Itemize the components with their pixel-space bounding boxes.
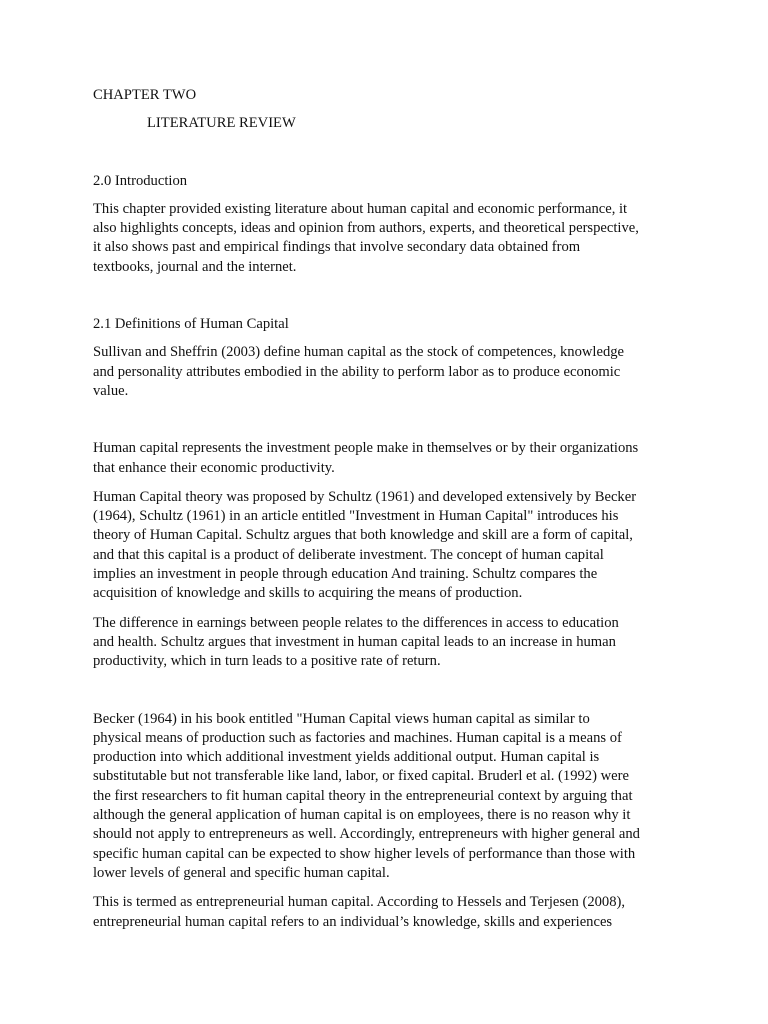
- paragraph-line: theory of Human Capital. Schultz argues that both knowledge and skill are a form of capital,: [93, 527, 633, 544]
- intro-heading: 2.0 Introduction: [93, 172, 188, 189]
- paragraph-line: Human Capital theory was proposed by Schultz (1961) and developed extensively by Becker: [93, 488, 637, 505]
- paragraph-line: also highlights concepts, ideas and opinion from authors, experts, and theoretical perspective,: [93, 220, 639, 237]
- paragraph-line: This is termed as entrepreneurial human capital. According to Hessels and Terjesen (2008),: [93, 894, 626, 911]
- entrepreneurial-paragraph: [93, 893, 675, 932]
- paragraph-line: physical means of production such as factories and machines. Human capital is a means of: [93, 729, 622, 746]
- paragraph-line: value.: [93, 382, 129, 399]
- paragraph-line: This chapter provided existing literature about human capital and economic performance, it: [93, 200, 628, 217]
- intro-paragraph: [93, 200, 675, 277]
- paragraph-line: lower levels of general and specific human capital.: [93, 864, 390, 881]
- paragraph-line: implies an investment in people through education And training. Schultz compares the: [93, 566, 598, 583]
- chapter-subtitle: LITERATURE REVIEW: [147, 115, 296, 132]
- paragraph-line: and that this capital is a product of deliberate investment. The concept of human capital: [93, 546, 604, 563]
- chapter-title: CHAPTER TWO: [93, 87, 197, 103]
- becker-paragraph: [93, 710, 675, 884]
- paragraph-line: entrepreneurial human capital refers to an individual’s knowledge, skills and experiences: [93, 913, 613, 930]
- paragraph-line: substitutable but not transferable like land, labor, or fixed capital. Bruderl et al. (1992) were: [93, 768, 629, 785]
- paragraph-line: that enhance their economic productivity.: [93, 459, 335, 476]
- paragraph-line: production into which additional investment yields additional output. Human capital is: [93, 749, 600, 766]
- paragraph-line: specific human capital can be expected to show higher levels of performance than those with: [93, 845, 636, 862]
- paragraph-line: The difference in earnings between people relates to the differences in access to education: [93, 614, 619, 631]
- paragraph-line: should not apply to entrepreneurs as well. Accordingly, entrepreneurs with higher general and: [93, 826, 640, 843]
- paragraph-line: the first researchers to fit human capital theory in the entrepreneurial context by arguing that: [93, 787, 633, 804]
- definitions-paragraph: [93, 343, 675, 401]
- paragraph-line: productivity, which in turn leads to a positive rate of return.: [93, 653, 441, 670]
- paragraph-line: it also shows past and empirical findings that involve secondary data obtained from: [93, 239, 581, 256]
- paragraph-line: Human capital represents the investment people make in themselves or by their organizations: [93, 440, 639, 457]
- theory-paragraph: [93, 488, 675, 604]
- paragraph-line: Becker (1964) in his book entitled "Human Capital views human capital as similar to: [93, 710, 590, 727]
- paragraph-line: acquisition of knowledge and skills to acquiring the means of production.: [93, 585, 523, 602]
- paragraph-line: although the general application of human capital is on employees, there is no reason why it: [93, 807, 631, 824]
- paragraph-line: (1964), Schultz (1961) in an article entitled "Investment in Human Capital" introduces his: [93, 508, 619, 525]
- paragraph-line: and personality attributes embodied in the ability to perform labor as to produce economic: [93, 363, 621, 380]
- earnings-paragraph: [93, 614, 675, 672]
- paragraph-line: and health. Schultz argues that investment in human capital leads to an increase in human: [93, 633, 616, 650]
- document-page: [93, 86, 675, 932]
- paragraph-line: Sullivan and Sheffrin (2003) define human capital as the stock of competences, knowledge: [93, 344, 625, 361]
- paragraph-line: textbooks, journal and the internet.: [93, 258, 297, 275]
- definitions-heading: 2.1 Definitions of Human Capital: [93, 316, 289, 333]
- investment-paragraph: [93, 439, 675, 478]
